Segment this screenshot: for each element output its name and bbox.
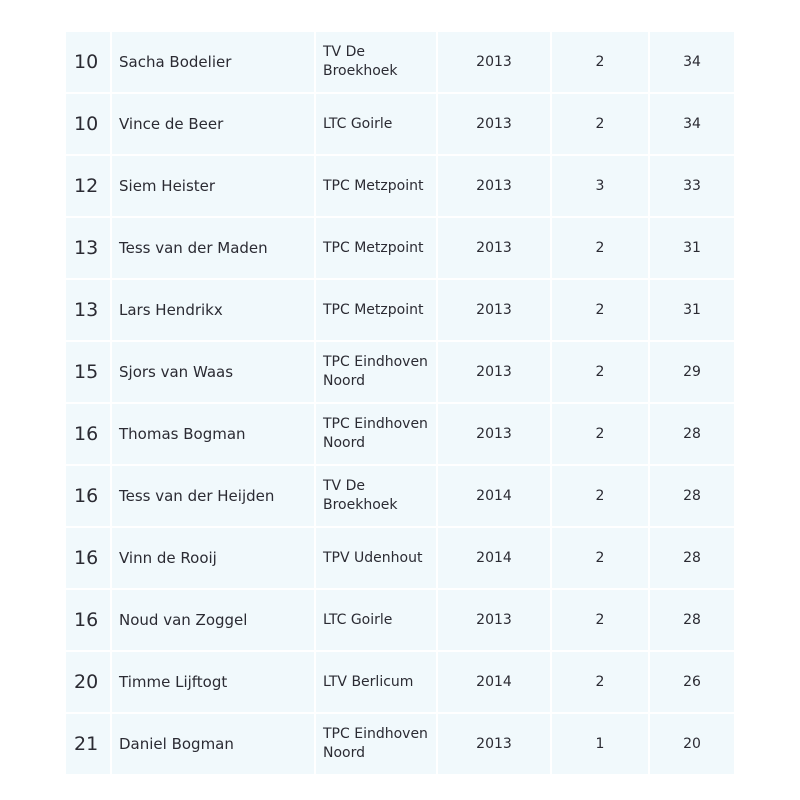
table-row <box>66 466 734 526</box>
points-cell: 20 <box>650 714 734 774</box>
birth-year-cell: 2013 <box>438 590 552 650</box>
tournament-count-cell: 3 <box>552 156 650 216</box>
points-cell: 29 <box>650 342 734 402</box>
player-name-cell: Vinn de Rooij <box>112 528 316 588</box>
table-row <box>66 714 734 774</box>
rank-cell: 16 <box>66 466 112 526</box>
tournament-count-cell: 2 <box>552 652 650 712</box>
rank-cell: 12 <box>66 156 112 216</box>
ranking-table-body <box>66 32 734 774</box>
club-cell: TV De Broekhoek <box>316 466 438 526</box>
table-row <box>66 280 734 340</box>
ranking-table <box>66 30 734 776</box>
rank-cell: 15 <box>66 342 112 402</box>
tournament-count-cell: 2 <box>552 342 650 402</box>
points-cell: 33 <box>650 156 734 216</box>
player-name-cell: Noud van Zoggel <box>112 590 316 650</box>
player-name-cell: Lars Hendrikx <box>112 280 316 340</box>
club-cell: TPC Metzpoint <box>316 156 438 216</box>
points-cell: 34 <box>650 94 734 154</box>
points-cell: 31 <box>650 280 734 340</box>
points-cell: 31 <box>650 218 734 278</box>
birth-year-cell: 2014 <box>438 652 552 712</box>
club-cell: TV De Broekhoek <box>316 32 438 92</box>
rank-cell: 13 <box>66 218 112 278</box>
tournament-count-cell: 1 <box>552 714 650 774</box>
rank-cell: 13 <box>66 280 112 340</box>
tournament-count-cell: 2 <box>552 32 650 92</box>
player-name-cell: Sjors van Waas <box>112 342 316 402</box>
club-cell: TPC Metzpoint <box>316 280 438 340</box>
tournament-count-cell: 2 <box>552 280 650 340</box>
player-name-cell: Tess van der Heijden <box>112 466 316 526</box>
rank-cell: 16 <box>66 528 112 588</box>
tournament-count-cell: 2 <box>552 590 650 650</box>
rank-cell: 20 <box>66 652 112 712</box>
table-row <box>66 342 734 402</box>
club-cell: LTV Berlicum <box>316 652 438 712</box>
player-name-cell: Vince de Beer <box>112 94 316 154</box>
rank-cell: 16 <box>66 590 112 650</box>
club-cell: TPC Eindhoven Noord <box>316 714 438 774</box>
birth-year-cell: 2013 <box>438 94 552 154</box>
table-row <box>66 590 734 650</box>
club-cell: TPV Udenhout <box>316 528 438 588</box>
player-name-cell: Daniel Bogman <box>112 714 316 774</box>
points-cell: 28 <box>650 590 734 650</box>
club-cell: LTC Goirle <box>316 94 438 154</box>
points-cell: 28 <box>650 466 734 526</box>
birth-year-cell: 2013 <box>438 156 552 216</box>
points-cell: 26 <box>650 652 734 712</box>
ranking-table-container <box>66 30 734 776</box>
points-cell: 28 <box>650 404 734 464</box>
table-row <box>66 156 734 216</box>
rank-cell: 21 <box>66 714 112 774</box>
birth-year-cell: 2013 <box>438 280 552 340</box>
rank-cell: 10 <box>66 32 112 92</box>
table-row <box>66 528 734 588</box>
club-cell: TPC Eindhoven Noord <box>316 342 438 402</box>
birth-year-cell: 2013 <box>438 32 552 92</box>
birth-year-cell: 2013 <box>438 342 552 402</box>
table-row <box>66 652 734 712</box>
player-name-cell: Tess van der Maden <box>112 218 316 278</box>
tournament-count-cell: 2 <box>552 466 650 526</box>
player-name-cell: Siem Heister <box>112 156 316 216</box>
birth-year-cell: 2014 <box>438 528 552 588</box>
points-cell: 34 <box>650 32 734 92</box>
rank-cell: 16 <box>66 404 112 464</box>
birth-year-cell: 2013 <box>438 714 552 774</box>
table-row <box>66 404 734 464</box>
player-name-cell: Sacha Bodelier <box>112 32 316 92</box>
player-name-cell: Timme Lijftogt <box>112 652 316 712</box>
tournament-count-cell: 2 <box>552 94 650 154</box>
tournament-count-cell: 2 <box>552 528 650 588</box>
club-cell: TPC Metzpoint <box>316 218 438 278</box>
table-row <box>66 218 734 278</box>
table-row <box>66 32 734 92</box>
rank-cell: 10 <box>66 94 112 154</box>
table-row <box>66 94 734 154</box>
birth-year-cell: 2014 <box>438 466 552 526</box>
birth-year-cell: 2013 <box>438 218 552 278</box>
tournament-count-cell: 2 <box>552 218 650 278</box>
tournament-count-cell: 2 <box>552 404 650 464</box>
player-name-cell: Thomas Bogman <box>112 404 316 464</box>
points-cell: 28 <box>650 528 734 588</box>
club-cell: LTC Goirle <box>316 590 438 650</box>
birth-year-cell: 2013 <box>438 404 552 464</box>
club-cell: TPC Eindhoven Noord <box>316 404 438 464</box>
